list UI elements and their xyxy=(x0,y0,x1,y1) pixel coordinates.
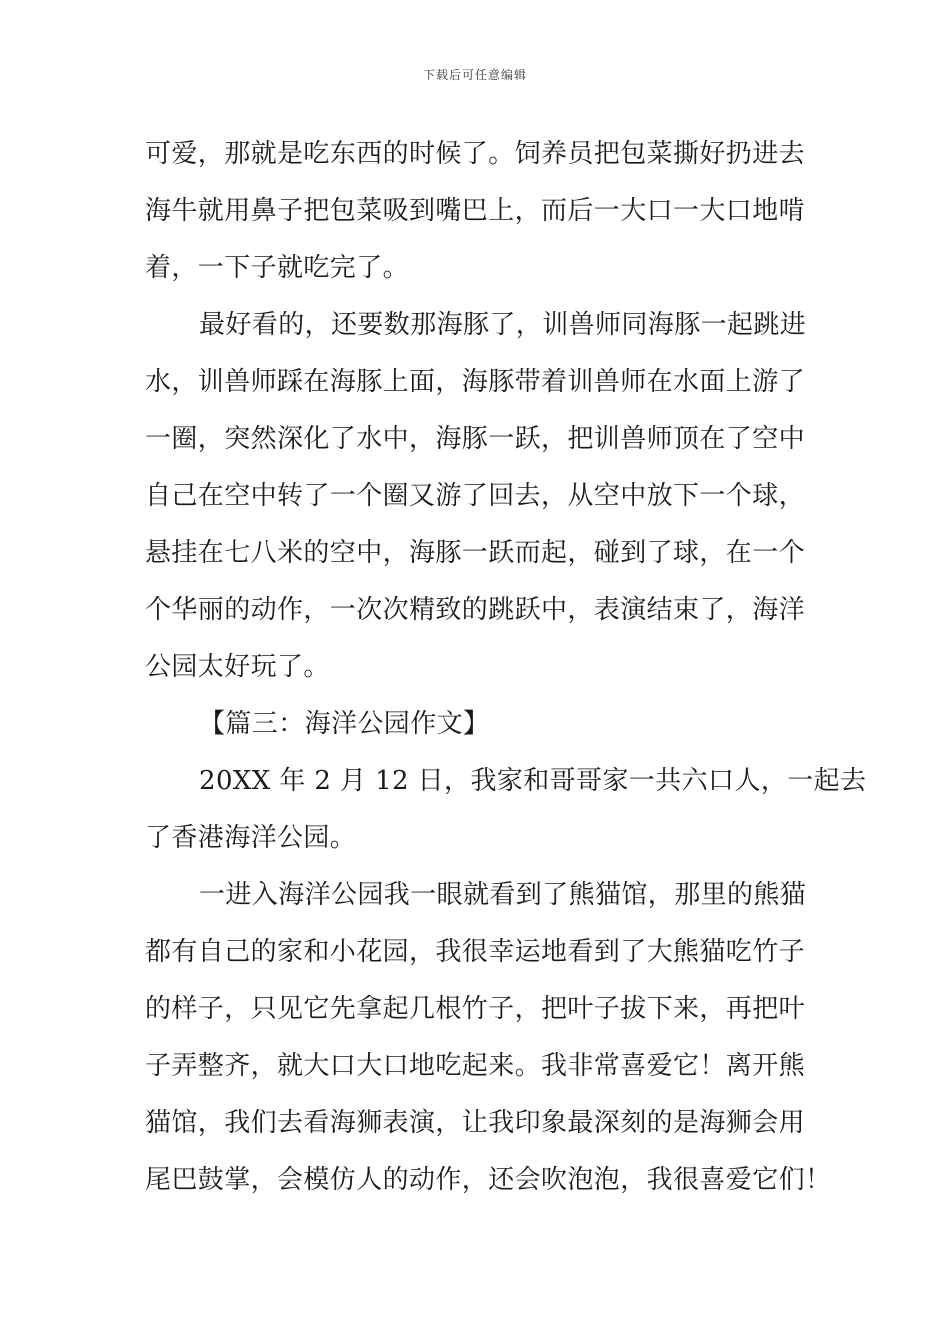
text-line: 可爱，那就是吃东西的时候了。饲养员把包菜撕好扔进去 xyxy=(145,139,806,169)
text-line: 着，一下子就吃完了。 xyxy=(145,253,410,283)
text-line: 了香港海洋公园。 xyxy=(145,823,357,853)
text-line: 一圈，突然深化了水中，海豚一跃，把训兽师顶在了空中 xyxy=(145,424,806,454)
text-line: 海牛就用鼻子把包菜吸到嘴巴上，而后一大口一大口地啃 xyxy=(145,196,806,226)
text-line: 自己在空中转了一个圈又游了回去，从空中放下一个球， xyxy=(145,481,806,511)
text-line: 都有自己的家和小花园，我很幸运地看到了大熊猫吃竹子 xyxy=(145,937,806,967)
paragraph-start-line: 最好看的，还要数那海豚了，训兽师同海豚一起跳进 xyxy=(199,310,807,340)
document-body xyxy=(145,126,867,1209)
paragraph-start-line: 一进入海洋公园我一眼就看到了熊猫馆，那里的熊猫 xyxy=(199,880,807,910)
text-line: 个华丽的动作，一次次精致的跳跃中，表演结束了，海洋 xyxy=(145,595,806,625)
text-line: 水，训兽师踩在海豚上面，海豚带着训兽师在水面上游了 xyxy=(145,367,806,397)
text-line: 悬挂在七八米的空中，海豚一跃而起，碰到了球，在一个 xyxy=(145,538,806,568)
page-header: 下载后可任意编辑 xyxy=(422,68,527,82)
text-line: 公园太好玩了。 xyxy=(145,652,330,682)
paragraph-start-line: 20XX 年 2 月 12 日，我家和哥哥家一共六口人，一起去 xyxy=(199,766,867,796)
text-line: 尾巴鼓掌，会模仿人的动作，还会吹泡泡，我很喜爱它们！ xyxy=(145,1165,832,1195)
section-heading: 【篇三：海洋公园作文】 xyxy=(199,709,490,739)
text-line: 子弄整齐，就大口大口地吃起来。我非常喜爱它！离开熊 xyxy=(145,1051,806,1081)
text-line: 猫馆，我们去看海狮表演，让我印象最深刻的是海狮会用 xyxy=(145,1108,806,1138)
text-line: 的样子，只见它先拿起几根竹子，把叶子拔下来，再把叶 xyxy=(145,994,806,1024)
